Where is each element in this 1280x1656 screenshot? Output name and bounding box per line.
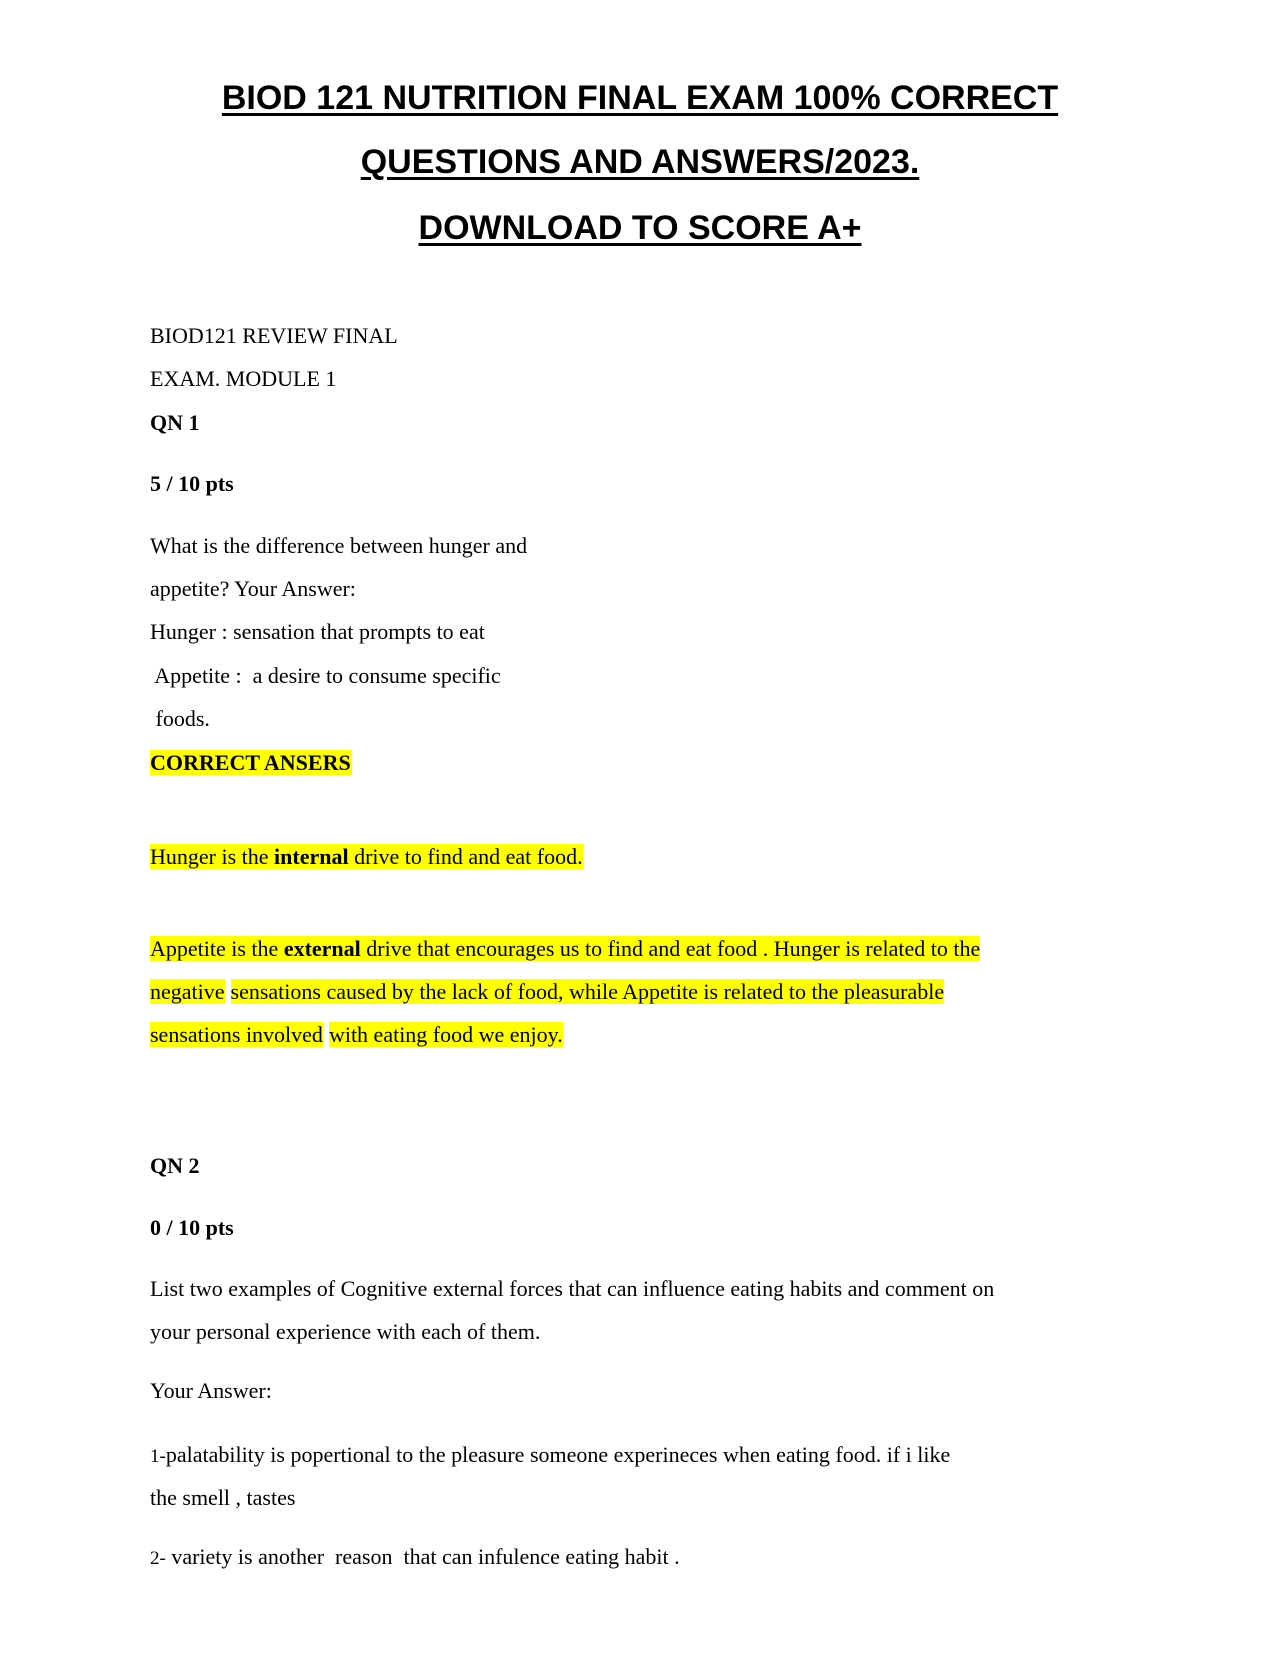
q2-answer-2 [150, 1543, 680, 1573]
sensations-text: sensations caused by the lack of food, while Appetite is related to the pleasurable [230, 979, 945, 1004]
appetite-definition-line-3 [150, 1021, 563, 1049]
q2-question-line-2: your personal experience with each of them. [150, 1319, 541, 1344]
answer-2-text: variety is another reason that can infulence eating habit . [165, 1544, 680, 1569]
q2-label: QN 2 [150, 1153, 200, 1178]
intro-line-1: BIOD121 REVIEW FINAL [150, 323, 398, 348]
eating-food-text: with eating food we enjoy. [328, 1022, 563, 1047]
hunger-pre: Hunger is the [150, 844, 275, 869]
hunger-bold: internal [274, 844, 349, 869]
correct-answers-heading [150, 749, 351, 777]
answer-1-text: palatability is popertional to the pleasure someone experineces when eating food. if i like [165, 1442, 951, 1467]
q1-answer-line-2: Appetite : a desire to consume specific [150, 663, 501, 688]
sensations-involved: sensations involved [150, 1022, 323, 1047]
q1-points: 5 / 10 pts [150, 471, 234, 496]
q2-question-line-1: List two examples of Cognitive external forces that can influence eating habits and comment on [150, 1276, 995, 1301]
q1-answer-line-1: Hunger : sensation that prompts to eat [150, 619, 485, 644]
negative-word: negative [150, 979, 225, 1004]
q1-question-line-1: What is the difference between hunger and [150, 533, 528, 558]
appetite-pre: Appetite is the [150, 936, 284, 961]
answer-2-number: 2- [150, 1548, 166, 1569]
q2-points: 0 / 10 pts [150, 1215, 234, 1240]
answer-1-number: 1- [150, 1446, 166, 1467]
q2-your-answer: Your Answer: [150, 1378, 272, 1403]
q2-answer-1-line-2: the smell , tastes [150, 1485, 296, 1510]
hunger-post: drive to find and eat food. [348, 844, 583, 869]
hunger-definition [150, 843, 583, 871]
q1-question-line-2: appetite? Your Answer: [150, 576, 356, 601]
q1-label: QN 1 [150, 410, 200, 435]
doc-title-line-1: BIOD 121 NUTRITION FINAL EXAM 100% CORRECT [221, 79, 1059, 117]
doc-title-line-3: DOWNLOAD TO SCORE A+ [418, 209, 862, 247]
appetite-bold: external [283, 936, 361, 961]
correct-answers-label: CORRECT ANSERS [150, 750, 351, 775]
q2-answer-1-line-1 [150, 1441, 950, 1471]
appetite-definition-line-1 [150, 935, 980, 963]
q1-answer-line-3: foods. [150, 706, 210, 731]
appetite-definition-line-2 [150, 978, 944, 1006]
appetite-post: drive that encourages us to find and eat food . Hunger is related to the [360, 936, 981, 961]
doc-title-line-2: QUESTIONS AND ANSWERS/2023. [360, 143, 920, 181]
intro-line-2: EXAM. MODULE 1 [150, 366, 337, 391]
